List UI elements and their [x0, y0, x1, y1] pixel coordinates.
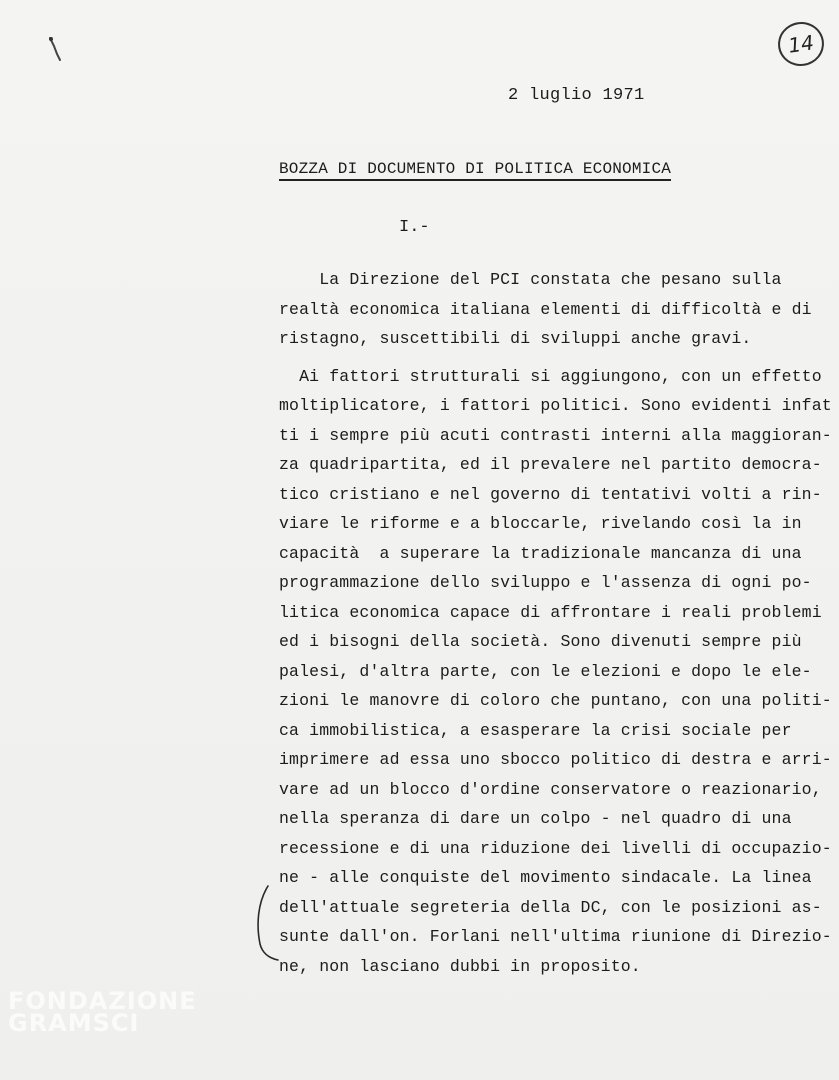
text-line: ristagno, suscettibili di sviluppi anche gravi. — [279, 329, 752, 348]
folio-number: 14 — [775, 19, 827, 69]
text-line: capacità a superare la tradizionale mancanza di una — [279, 543, 802, 563]
watermark-line: GRAMSCI — [8, 1009, 140, 1037]
text-line: nella speranza di dare un colpo - nel quadro di una — [279, 809, 792, 828]
text-line: palesi, d'altra parte, con le elezioni e dopo le ele- — [279, 661, 812, 681]
text-line: tico cristiano e nel governo di tentativi volti a rin- — [279, 484, 822, 504]
text-line: zioni le manovre di coloro che puntano, con una politi- — [279, 691, 832, 710]
text-line: ne - alle conquiste del movimento sindacale. La linea — [279, 868, 812, 887]
text-line: za quadripartita, ed il prevalere nel partito democra- — [279, 455, 822, 474]
text-line: dell'attuale segreteria della DC, con le posizioni as- — [279, 897, 822, 917]
margin-bracket-mark — [252, 884, 282, 962]
text-line: imprimere ad essa uno sbocco politico di destra e arri- — [279, 750, 832, 769]
text-line: recessione e di una riduzione dei livelli di occupazio- — [279, 838, 832, 858]
text-line: vare ad un blocco d'ordine conservatore o reazionario, — [279, 779, 822, 799]
document-title: BOZZA DI DOCUMENTO DI POLITICA ECONOMICA — [279, 160, 671, 181]
stain-mark-icon — [48, 36, 62, 62]
text-line: programmazione dello sviluppo e l'assenza di ogni po- — [279, 573, 812, 592]
text-line: ed i bisogni della società. Sono divenuti sempre più — [279, 632, 802, 651]
section-number: I.- — [399, 218, 430, 237]
text-line: ti i sempre più acuti contrasti interni alla maggioran- — [279, 425, 832, 445]
archive-watermark — [8, 987, 197, 1037]
document-body — [279, 265, 832, 981]
text-line: moltiplicatore, i fattori politici. Sono evidenti infat — [279, 396, 832, 415]
text-line: sunte dall'on. Forlani nell'ultima riunione di Direzio- — [279, 927, 832, 946]
text-line: viare le riforme e a bloccarle, rivelando così la in — [279, 514, 802, 533]
text-line: ne, non lasciano dubbi in proposito. — [279, 956, 641, 976]
text-line: ca immobilistica, a esasperare la crisi sociale per — [279, 720, 792, 740]
text-line: realtà economica italiana elementi di difficoltà e di — [279, 299, 812, 319]
document-date: 2 luglio 1971 — [508, 86, 645, 105]
text-line: Ai fattori strutturali si aggiungono, con un effetto — [279, 366, 822, 386]
text-line: litica economica capace di affrontare i reali problemi — [279, 602, 822, 622]
watermark-line: FONDAZIONE — [8, 987, 197, 1015]
text-line: La Direzione del PCI constata che pesano sulla — [279, 270, 782, 289]
